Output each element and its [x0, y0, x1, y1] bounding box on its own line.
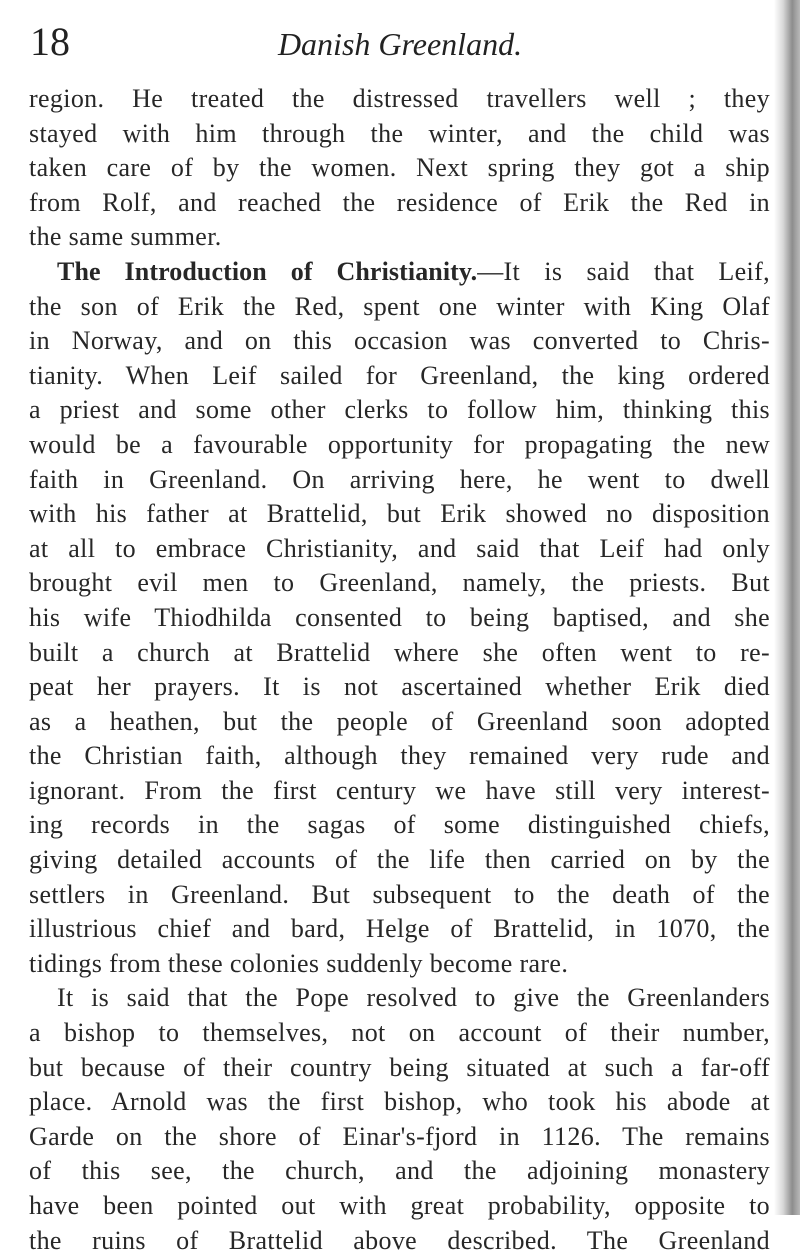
text-line: tianity. When Leif sailed for Greenland, the king ordered — [29, 360, 770, 390]
text-line: peat her prayers. It is not ascertained whether Erik died — [29, 672, 770, 702]
text-line: brought evil men to Greenland, namely, the priests. But — [29, 568, 770, 598]
text-line-rest: —It is said that Leif, — [477, 256, 770, 286]
text-line: would be a favourable opportunity for propagating the new — [29, 429, 770, 459]
text-line: a bishop to themselves, not on account of their number, — [29, 1018, 770, 1048]
text-line: his wife Thiodhilda consented to being baptised, and she — [29, 602, 770, 632]
text-line: the same summer. — [29, 222, 222, 252]
text-line: settlers in Greenland. But subsequent to the death of the — [29, 879, 770, 909]
text-line: stayed with him through the winter, and the child was — [29, 118, 770, 148]
body-text — [29, 82, 770, 1258]
text-line: the son of Erik the Red, spent one winter with King Olaf — [29, 291, 770, 321]
text-line: built a church at Brattelid where she often went to re- — [29, 637, 770, 667]
text-line: taken care of by the women. Next spring they got a ship — [29, 153, 770, 183]
text-line: a priest and some other clerks to follow him, thinking this — [29, 395, 770, 425]
text-line: at all to embrace Christianity, and said that Leif had only — [29, 533, 770, 563]
section-heading: The Introduction of Christianity. — [57, 256, 478, 286]
text-line: giving detailed accounts of the life then carried on by the — [29, 845, 770, 875]
text-line: It is said that the Pope resolved to give the Greenlanders — [57, 983, 770, 1013]
text-line: Garde on the shore of Einar's-fjord in 1126. The remains — [29, 1121, 770, 1151]
text-line: ing records in the sagas of some distinguished chiefs, — [29, 810, 770, 840]
text-line: place. Arnold was the first bishop, who took his abode at — [29, 1087, 770, 1117]
running-head: Danish Greenland. — [277, 26, 523, 62]
text-line: from Rolf, and reached the residence of Erik the Red in — [29, 187, 770, 217]
text-line: the Christian faith, although they remained very rude and — [29, 741, 770, 771]
text-line: but because of their country being situated at such a far-off — [29, 1052, 770, 1082]
text-line: with his father at Brattelid, but Erik showed no disposition — [29, 499, 770, 529]
text-line: as a heathen, but the people of Greenland soon adopted — [29, 706, 770, 736]
page-number: 18 — [30, 19, 70, 64]
text-line: ignorant. From the first century we have still very interest- — [29, 775, 770, 805]
text-line: of this see, the church, and the adjoining monastery — [29, 1156, 770, 1186]
section-first-line — [29, 255, 770, 290]
text-line: the ruins of Brattelid above described. The Greenland — [29, 1225, 770, 1255]
text-line: have been pointed out with great probability, opposite to — [29, 1191, 770, 1220]
text-line: tidings from these colonies suddenly become rare. — [29, 948, 569, 978]
text-line: faith in Greenland. On arriving here, he went to dwell — [29, 464, 770, 494]
page-spine-shadow — [774, 0, 800, 1215]
text-line: illustrious chief and bard, Helge of Brattelid, in 1070, the — [29, 914, 770, 944]
text-line: region. He treated the distressed travellers well ; they — [29, 84, 770, 113]
text-line: in Norway, and on this occasion was converted to Chris- — [29, 326, 770, 356]
